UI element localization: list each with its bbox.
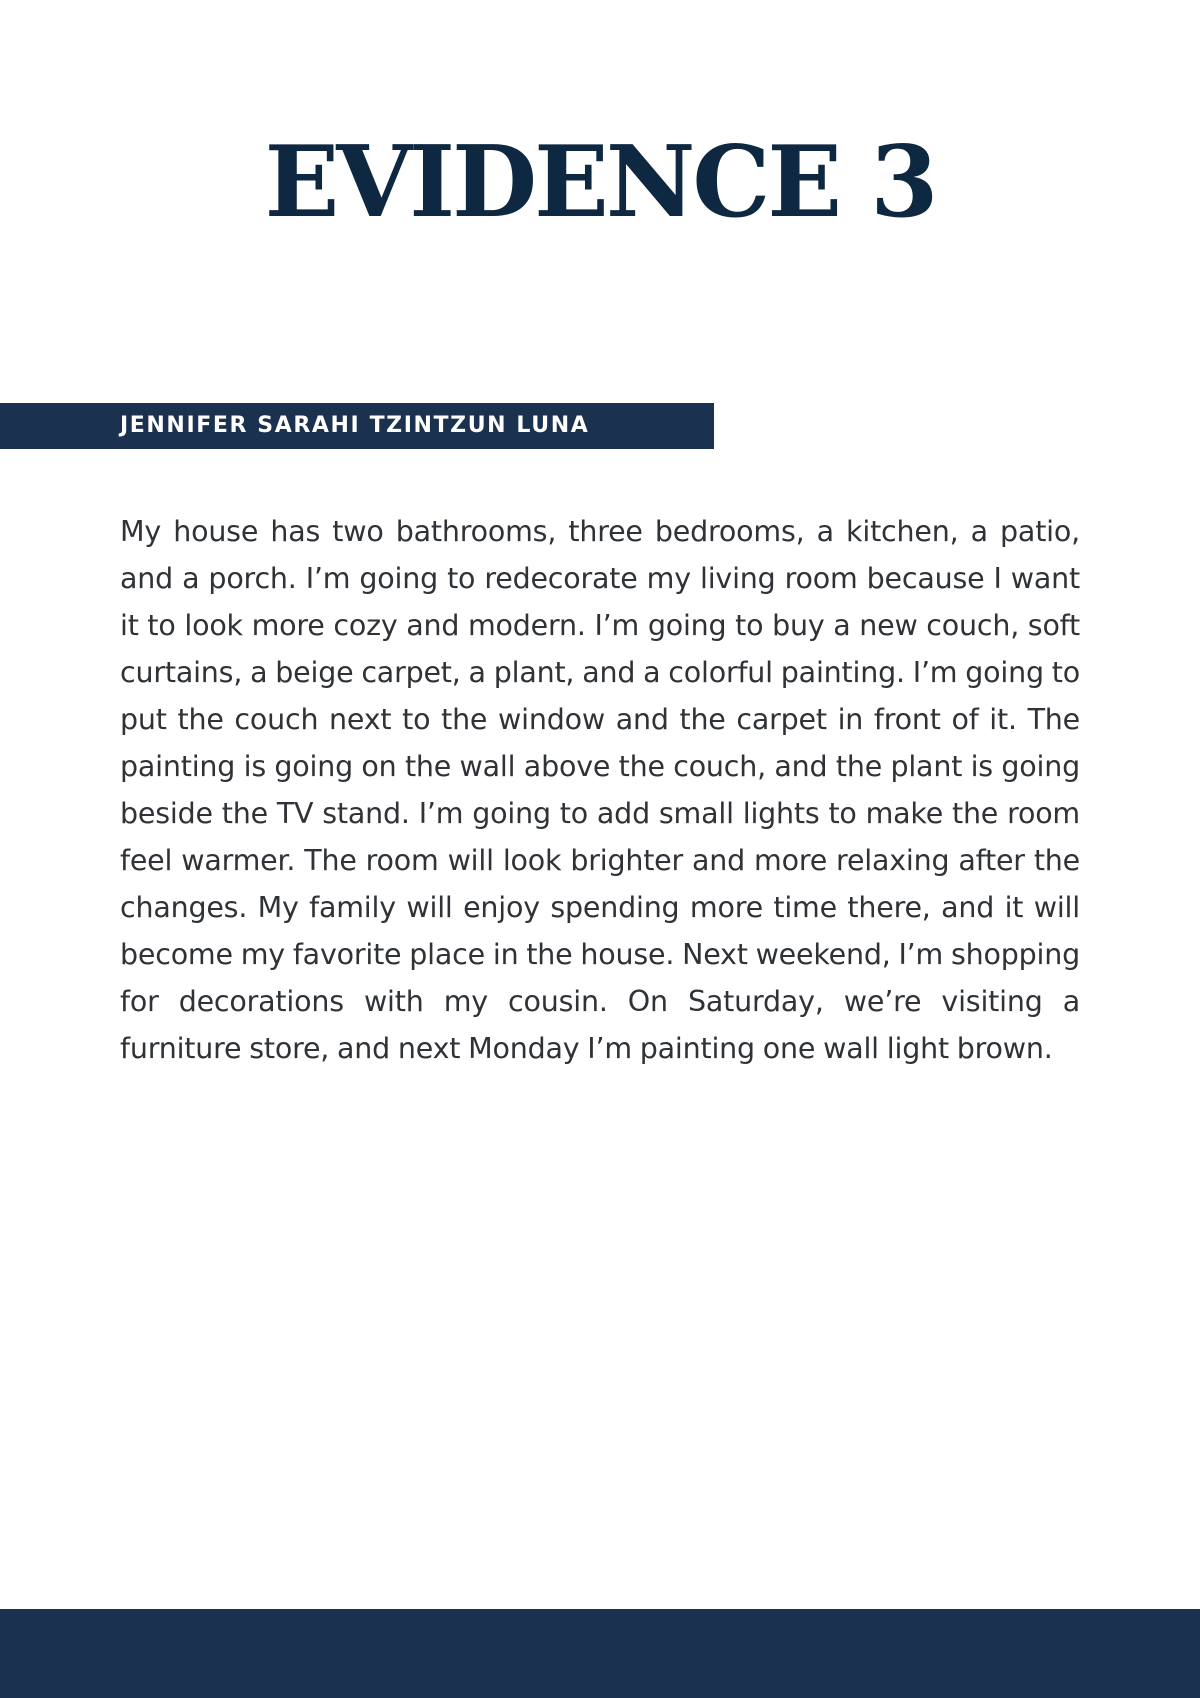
body-paragraph: My house has two bathrooms, three bedrooms, a kitchen, a patio, and a porch. I’m going to redecorate my living room because I want it to look more cozy and modern. I’m going to buy a new couch, soft curtains, a beige carpet, a plant, and a colorful painting. I’m going to put the couch next to the window and the carpet in front of it. The painting is going on the wall above the couch, and the plant is going beside the TV stand. I’m going to add small lights to make the room feel warmer. The room will look brighter and more relaxing after the changes. My family will enjoy spending more time there, and it will become my favorite place in the house. Next weekend, I’m shopping for decorations with my cousin. On Saturday, we’re visiting a furniture store, and next Monday I’m painting one wall light brown. (120, 515, 1080, 1065)
author-name: JENNIFER SARAHI TZINTZUN LUNA (120, 413, 590, 438)
footer-band (0, 1609, 1200, 1698)
author-banner (0, 403, 714, 449)
page-title: EVIDENCE 3 (264, 125, 936, 240)
